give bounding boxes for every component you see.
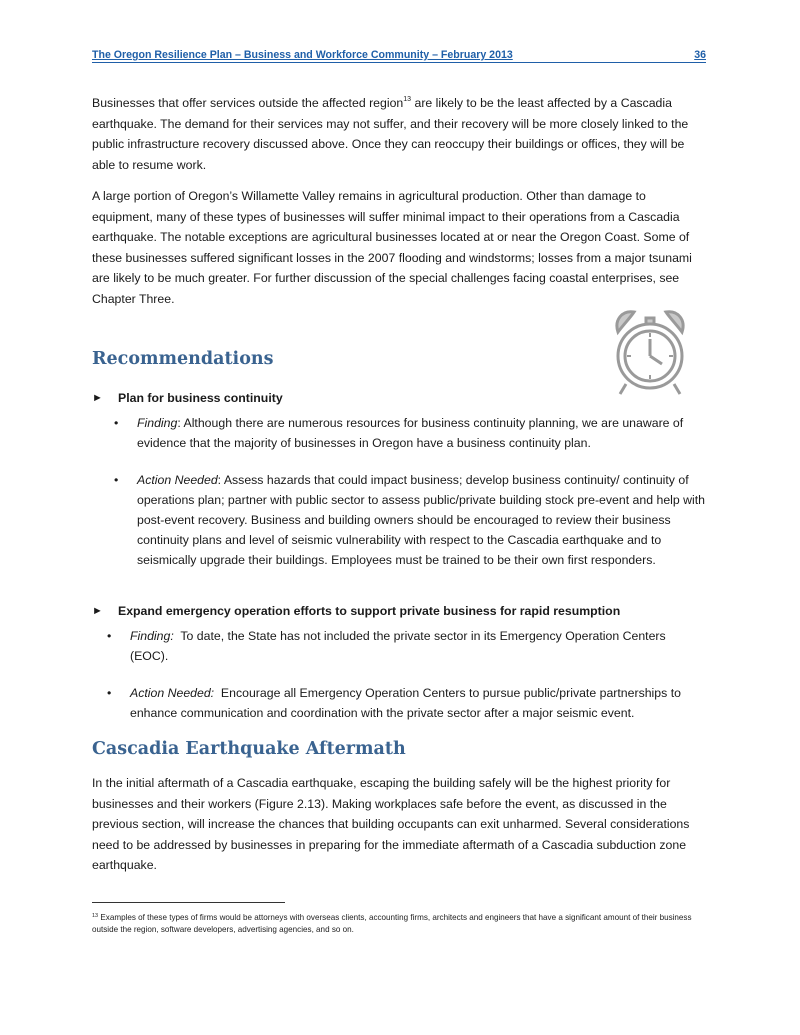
arrow-bullet-icon: ► — [92, 605, 103, 617]
bullet-icon: • — [107, 686, 112, 700]
action-item: • Action Needed: Encourage all Emergency Operation Centers to pursue public/private partnerships to enhance communication and coordination with the private sector after a major seismic event. — [107, 683, 706, 723]
footnote: $^{13}$ Examples of these types of firms would be attorneys with overseas clients, accounting firms, architects and engineers that have a significant amount of their business outside the region, software developers, advertising agencies, and so on. — [92, 913, 692, 934]
alarm-clock-icon — [610, 306, 690, 398]
bullet-icon: • — [107, 629, 112, 643]
finding-item: • Finding: To date, the State has not included the private sector in its Emergency Operation Centers (EOC). — [107, 626, 706, 666]
running-header — [92, 49, 706, 63]
footnote-ref[interactable]: 13 — [403, 96, 412, 103]
recommendation-title: ► Plan for business continuity — [92, 391, 283, 405]
recommendation-title: ► Expand emergency operation efforts to support private business for rapid resumption — [92, 604, 621, 618]
header-title: The Oregon Resilience Plan – Business and Workforce Community – February 2013 — [92, 49, 513, 61]
bullet-icon: • — [114, 473, 119, 487]
footnote-separator — [92, 902, 285, 903]
aftermath-heading: Cascadia Earthquake Aftermath — [92, 739, 406, 759]
recommendations-heading: Recommendations — [92, 349, 274, 369]
arrow-bullet-icon: ► — [92, 392, 103, 404]
finding-item: • Finding: Although there are numerous resources for business continuity planning, we are unaware of evidence that the majority of businesses in Oregon have a business continuity plan. — [114, 413, 706, 453]
paragraph-aftermath: In the initial aftermath of a Cascadia earthquake, escaping the building safely will be the highest priority for businesses and their workers (Figure 2.13). Making workplaces safe before the event, as discussed in the previous section, will increase the chances that building occupants can exit unharmed. Several considerations need to be addressed by businesses in preparing for the immediate aftermath of a Cascadia subduction zone earthquake. — [92, 776, 690, 872]
paragraph-services: Businesses that offer services outside the affected region$^{13}$ are likely to be the least affected by a Cascadia earthquake. The demand for their services may not suffer, and their recovery will be more closely linked to the public infrastructure recovery discussed above. Once they can reoccupy their buildings or offices, they will be able to resume work. — [92, 96, 689, 172]
paragraph-agriculture: A large portion of Oregon’s Willamette Valley remains in agricultural production. Other than damage to equipment, many of these types of businesses will suffer minimal impact to their operations from a Cascadia earthquake. The notable exceptions are agricultural businesses located at or near the Oregon Coast. Some of these businesses suffered significant losses in the 2007 flooding and windstorms; losses from a major tsunami are likely to be much greater. For further discussion of the special challenges facing coastal enterprises, see Chapter Three. — [92, 189, 692, 306]
page-number: 36 — [694, 49, 706, 61]
action-item: • Action Needed: Assess hazards that could impact business; develop business continuity/ continuity of operations plan; partner with public sector to assess public/private building stock pre-event and help with post-event recovery. Business and building owners should be encouraged to review their business continuity plans and level of seismic vulnerability with respect to the Cascadia earthquake and to seismically upgrade their buildings. Employees must be trained to be their own first responders. — [114, 470, 706, 570]
bullet-icon: • — [114, 416, 119, 430]
